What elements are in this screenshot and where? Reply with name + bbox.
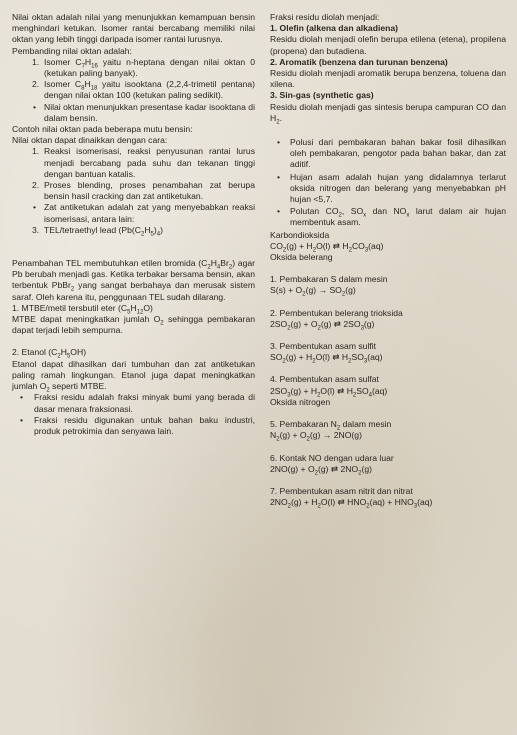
residue-processing-heading: Fraksi residu diolah menjadi:	[270, 12, 380, 22]
ethanol-paragraph: Etanol dapat dihasilkan dari tumbuhan dan zat antiketukan paling ramah lingkungan. Etanol juga dapat meningkatkan jumlah $O_2$ seperti MTBE.	[12, 358, 255, 394]
step-label: 7. Pembentukan asam nitrit dan nitrat	[270, 485, 413, 496]
list-item: • Fraksi residu digunakan untuk bahan baku industri, produk petrokimia dan senyawa lain.	[12, 415, 255, 437]
tel-paragraph: Penambahan TEL membutuhkan etilen bromida $(C_2H_4Br_2)$ agar Pb berubah menjadi gas. Ketika terbakar bersama bensin, akan terbentuk PbBr$_2$ yang sangat berbahaya dan merusak sistem saraf. Oleh karena itu, penggunaan TEL sudah dilarang.	[12, 258, 256, 302]
equation-no: $N_2(g) + O_2(g) \to 2NO(g)$	[270, 430, 362, 444]
step-label: 5. Pembakaran $N_2$ dalam mesin	[270, 419, 392, 432]
octane-raise-list	[12, 146, 255, 202]
list-item: • Fraksi residu adalah fraksi minyak bumi yang berada di dasar menara fraksionasi.	[12, 392, 255, 414]
antiknock-list	[12, 225, 255, 236]
aromatic-heading: 2. Aromatik (benzena dan turunan benzena)	[270, 56, 448, 67]
equation-so2: $S(s) + O_2(g) \to SO_2(g)$	[270, 285, 356, 299]
list-item: 1. Reaksi isomerisasi, reaksi penyusunan rantai lurus menjadi bercabang pada suhu dan tekanan tinggi dengan bantuan katalis.	[32, 146, 255, 179]
left-column	[12, 12, 255, 437]
residue-bullet-list	[12, 392, 255, 437]
syngas-paragraph: Residu diolah menjadi gas sintesis berupa campuran CO dan $H_2$.	[270, 101, 506, 126]
ethanol-heading: 2. Etanol $(C_2H_5OH)$	[12, 347, 87, 361]
mtbe-paragraph: MTBE dapat meningkatkan jumlah $O_2$ sehingga pembakaran dapat terjadi lebih sempurna.	[12, 314, 255, 336]
octane-comparison-heading: Pembanding nilai oktan adalah:	[12, 45, 132, 56]
list-item: 1. Isomer $C_7H_{16}$ yaitu n-heptana dengan nilai oktan 0 (ketukan paling banyak).	[32, 56, 256, 79]
equation-no2: $2NO(g) + O_2(g)$ ⇄ $2NO_2(g)$	[270, 463, 373, 477]
list-item: • Hujan asam adalah hujan yang didalamnya terlarut oksida nitrogen dan belerang yang menyebabkan pH hujan <5,7.	[270, 172, 506, 206]
aromatic-paragraph: Residu diolah menjadi aromatik berupa benzena, toluena dan xilena.	[270, 68, 506, 90]
octane-bullet-list	[12, 102, 255, 124]
syngas-heading: 3. Sin-gas (synthetic gas)	[270, 90, 374, 101]
step-label: 3. Pembentukan asam sulfit	[270, 341, 377, 352]
antiknock-bullet-list	[12, 202, 255, 224]
pollution-bullet-list	[270, 137, 506, 229]
step-label: 2. Pembentukan belerang trioksida	[270, 307, 403, 318]
nitrogen-oxide-label: Oksida nitrogen	[270, 396, 331, 407]
list-item: 2. Isomer $C_8H_{18}$ yaitu isooktana (2,2,4-trimetil pentana) dengan nilai oktan 100 (ketukan paling sedikit).	[32, 79, 255, 101]
list-item: • Zat antiketukan adalah zat yang menyebabkan reaksi isomerisasi, antara lain:	[12, 202, 255, 224]
equation-so3: $2SO_2(g) + O_2(g)$ ⇄ $2SO_3(g)$	[270, 318, 375, 332]
step-label: 4. Pembentukan asam sulfat	[270, 374, 379, 385]
list-item: 2. Proses blending, proses penambahan zat berupa bensin hasil cracking dan zat antiketukan.	[32, 180, 255, 202]
octane-comparison-list	[12, 57, 255, 102]
list-item: 3. TEL/tetraethyl lead $(Pb(C_2H_5)_4)$	[32, 224, 163, 238]
olefin-paragraph: Residu diolah menjadi olefin berupa etilena (etena), propilena (propena) dan butadiena.	[270, 34, 506, 56]
list-item: • Nilai oktan menunjukkan presentase kadar isooktana di dalam bensin.	[12, 102, 255, 124]
octane-definition: Nilai oktan adalah nilai yang menunjukkan kemampuan bensin menghindari ketukan. Isomer rantai bercabang memiliki nilai oktan yang lebih tinggi daripada isomer rantai lurusnya.	[12, 12, 255, 45]
step-label: 1. Pembakaran S dalam mesin	[270, 274, 388, 285]
olefin-heading: 1. Olefin (alkena dan alkadiena)	[270, 23, 398, 34]
step-label: 6. Kontak NO dengan udara luar	[270, 452, 394, 463]
right-column	[270, 12, 506, 508]
octane-raise-heading: Nilai oktan dapat dinaikkan dengan cara:	[12, 135, 168, 146]
sulfur-oxide-label: Oksida belerang	[270, 252, 333, 263]
list-item: • Polusi dari pembakaran bahan bakar fosil dihasilkan oleh pembakaran, pengotor pada bahan bakar, dan zat aditif.	[270, 137, 506, 171]
equation-h2so3: $SO_2(g) + H_2O(l)$ ⇄ $H_2SO_3(aq)$	[270, 352, 383, 365]
equation-hno2-hno3: $2NO_2(g) + H_2O(l)$ ⇄ $HNO_2(aq) + HNO_3(aq)$	[270, 497, 433, 510]
octane-examples-text: Contoh nilai oktan pada beberapa mutu bensin:	[12, 124, 193, 135]
equation-co2: $CO_2(g) + H_2O(l)$ ⇄ $H_2CO_3(aq)$	[270, 240, 384, 254]
carbon-dioxide-label: Karbondioksida	[270, 229, 330, 240]
equation-h2so4: $2SO_3(g) + H_2O(l)$ ⇄ $H_2SO_4(aq)$	[270, 385, 388, 399]
list-item: • Polutan $CO_2$, $SO_x$ dan $NO_x$ larut dalam air hujan membentuk asam.	[270, 206, 506, 228]
mtbe-heading: 1. MTBE/metil tersbutil eter $(C_5H_{12}O)$	[12, 302, 153, 316]
